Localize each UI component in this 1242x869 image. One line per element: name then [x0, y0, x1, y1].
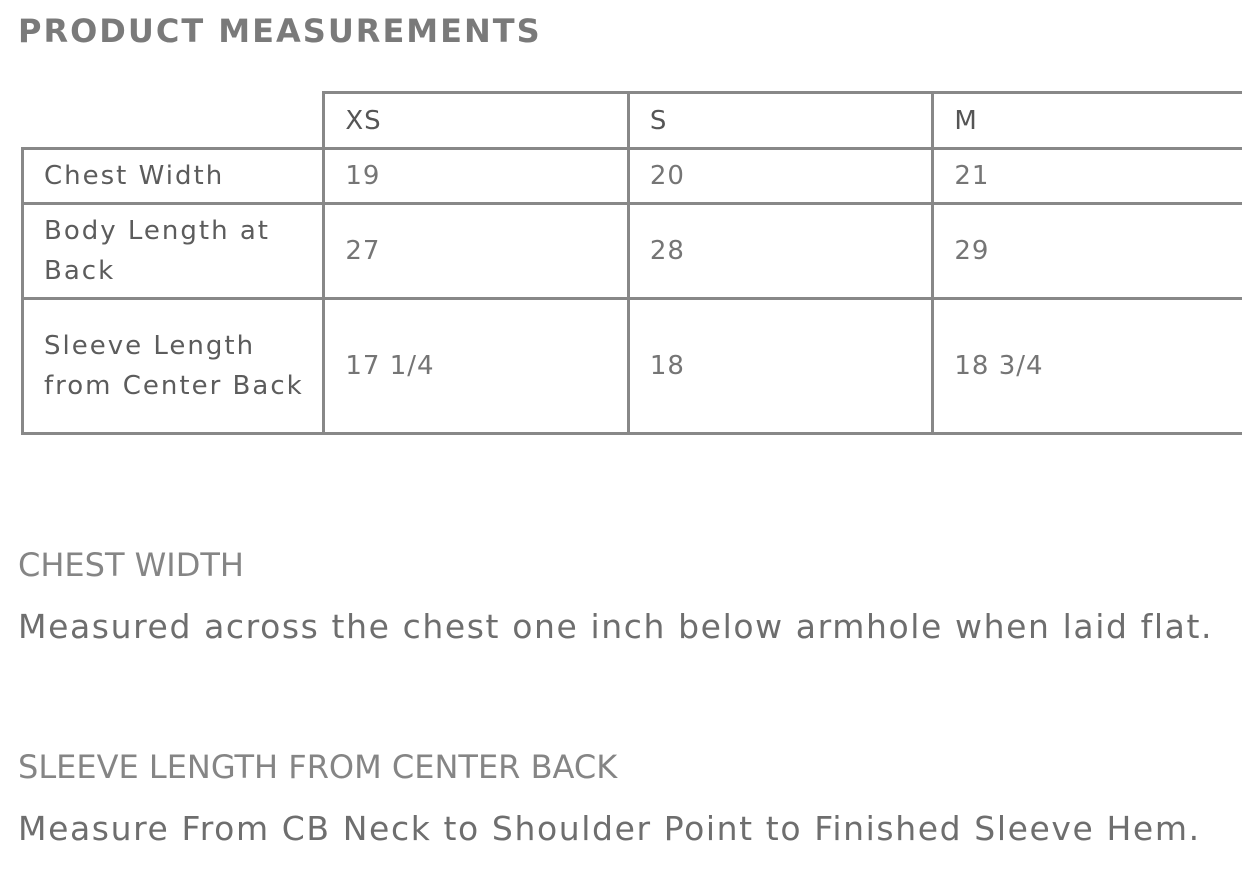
row-label: Sleeve Length from Center Back	[23, 299, 324, 434]
row-label: Body Length at Back	[23, 204, 324, 299]
table-row	[23, 299, 1242, 434]
section-text-chest-width: Measured across the chest one inch below armhole when laid flat.	[18, 607, 1214, 646]
table-cell: 18	[628, 299, 933, 434]
size-header-s: S	[628, 93, 933, 149]
size-header-xs: XS	[324, 93, 629, 149]
section-heading-sleeve-length: SLEEVE LENGTH FROM CENTER BACK	[18, 748, 618, 786]
table-cell: 19	[324, 149, 629, 204]
page-title: PRODUCT MEASUREMENTS	[18, 12, 542, 50]
table-cell: 28	[628, 204, 933, 299]
table-cell: 20	[628, 149, 933, 204]
measurements-table	[21, 91, 1242, 435]
table-cell: 27	[324, 204, 629, 299]
table-cell: 17 1/4	[324, 299, 629, 434]
table-cell: 29	[933, 204, 1242, 299]
table-cell: 18 3/4	[933, 299, 1242, 434]
table-cell: 21	[933, 149, 1242, 204]
row-label: Chest Width	[23, 149, 324, 204]
table-corner-cell	[23, 93, 324, 149]
size-header-m: M	[933, 93, 1242, 149]
section-text-sleeve-length: Measure From CB Neck to Shoulder Point to Finished Sleeve Hem.	[18, 809, 1201, 848]
section-heading-chest-width: CHEST WIDTH	[18, 546, 244, 584]
table-row	[23, 149, 1242, 204]
table-row	[23, 204, 1242, 299]
table-header-row	[23, 93, 1242, 149]
